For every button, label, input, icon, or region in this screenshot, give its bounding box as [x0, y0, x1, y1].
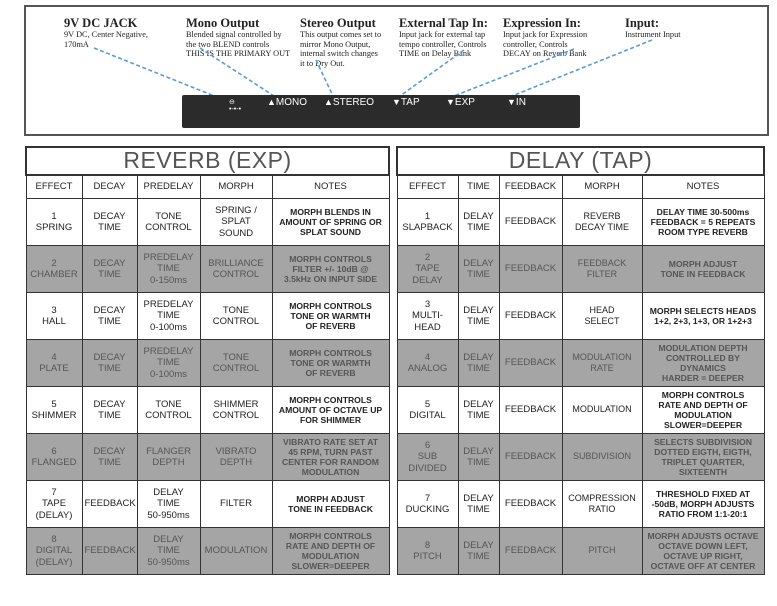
effect-cell: 1 SLAPBACK [397, 199, 458, 246]
table-cell: REVERB DECAY TIME [562, 199, 642, 246]
table-cell: TONE CONTROL [200, 340, 272, 387]
column-header: EFFECT [26, 175, 82, 199]
table-cell: DELAY TIME [458, 246, 499, 293]
table-cell: FILTER [200, 481, 272, 528]
table-cell: MODULATION [562, 387, 642, 434]
table-row [397, 387, 764, 434]
label-title: Expression In: [503, 16, 581, 30]
table-cell: MORPH CONTROLS AMOUNT OF OCTAVE UP FOR SHIMMER [272, 387, 389, 434]
label-desc: This output comes set to mirror Mono Output, internal switch changes it to Dry Out. [300, 30, 382, 68]
table-row [397, 293, 764, 340]
reverb-table [25, 146, 390, 575]
jack-exp [446, 97, 475, 108]
effect-cell: 6 FLANGED [26, 434, 82, 481]
table-cell: DECAY TIME [82, 340, 137, 387]
table-cell: FEEDBACK [499, 340, 562, 387]
table-cell: PREDELAY TIME 0-100ms [137, 340, 200, 387]
label-title: 9V DC JACK [64, 16, 138, 30]
table-row [397, 246, 764, 293]
column-header: TIME [458, 175, 499, 199]
table-cell: FEEDBACK [82, 481, 137, 528]
table-cell: MORPH ADJUST TONE IN FEEDBACK [272, 481, 389, 528]
effect-cell: 3 MULTI- HEAD [397, 293, 458, 340]
table-cell: MORPH CONTROLS FILTER +/- 10dB @ 3.5kHz ON INPUT SIDE [272, 246, 389, 293]
table-cell: SPRING / SPLAT SOUND [200, 199, 272, 246]
delay-table [396, 146, 765, 575]
table-cell: MORPH ADJUST TONE IN FEEDBACK [642, 246, 764, 293]
table-cell: PREDELAY TIME 0-150ms [137, 246, 200, 293]
table-cell: COMPRESSION RATIO [562, 481, 642, 528]
reverb-header-row [26, 175, 389, 199]
jack-label: MONO [275, 97, 308, 108]
table-cell: DELAY TIME [458, 387, 499, 434]
table-cell: DELAY TIME 50-950ms [137, 481, 200, 528]
table-cell: DELAY TIME [458, 340, 499, 387]
table-cell: DECAY TIME [82, 199, 137, 246]
jack-label: EXP [454, 97, 475, 108]
callout-line-in [512, 40, 652, 96]
callout-line-stereo [316, 60, 333, 96]
table-cell: DELAY TIME [458, 481, 499, 528]
table-cell: DELAY TIME [458, 434, 499, 481]
table-cell: MORPH CONTROLS RATE AND DEPTH OF MODULATION SLOWER=DEEPER [272, 528, 389, 575]
table-cell: DELAY TIME [458, 199, 499, 246]
label-title: Mono Output [186, 16, 260, 30]
table-cell: DELAY TIME 50-950ms [137, 528, 200, 575]
jack-mono [267, 97, 307, 108]
table-cell: BRILLIANCE CONTROL [200, 246, 272, 293]
table-cell: MODULATION [200, 528, 272, 575]
effect-cell: 4 ANALOG [397, 340, 458, 387]
table-row [26, 199, 389, 246]
reverb-title: REVERB (EXP) [26, 147, 389, 175]
table-cell: DECAY TIME [82, 293, 137, 340]
effect-cell: 4 PLATE [26, 340, 82, 387]
column-header: MORPH [200, 175, 272, 199]
callout-line-tap [400, 50, 464, 96]
table-cell: FEEDBACK [499, 481, 562, 528]
table-row [397, 528, 764, 575]
column-header: PREDELAY [137, 175, 200, 199]
table-cell: DECAY TIME [82, 387, 137, 434]
table-row [397, 481, 764, 528]
table-cell: FEEDBACK FILTER [562, 246, 642, 293]
table-cell: SELECTS SUBDIVISION DOTTED EIGTH, EIGTH, TRIPLET QUARTER, SIXTEENTH [642, 434, 764, 481]
effect-cell: 5 SHIMMER [26, 387, 82, 434]
arrow-up-icon: ▲ [267, 97, 276, 107]
table-cell: VIBRATO DEPTH [200, 434, 272, 481]
table-cell: MORPH BLENDS IN AMOUNT OF SPRING OR SPLAT SOUND [272, 199, 389, 246]
column-header: FEEDBACK [499, 175, 562, 199]
jack-label: IN [515, 97, 526, 108]
table-cell: MORPH CONTROLS TONE OR WARMTH OF REVERB [272, 293, 389, 340]
table-cell: DECAY TIME [82, 434, 137, 481]
table-cell: FEEDBACK [499, 246, 562, 293]
table-row [26, 434, 389, 481]
table-cell: TONE CONTROL [137, 199, 200, 246]
table-row [26, 246, 389, 293]
table-row [397, 340, 764, 387]
callout-line-exp [454, 49, 574, 96]
effect-cell: 8 PITCH [397, 528, 458, 575]
table-cell: FLANGER DEPTH [137, 434, 200, 481]
table-cell: MORPH CONTROLS TONE OR WARMTH OF REVERB [272, 340, 389, 387]
table-cell: VIBRATO RATE SET AT 45 RPM, TURN PAST CENTER FOR RANDOM MODULATION [272, 434, 389, 481]
table-cell: MORPH CONTROLS RATE AND DEPTH OF MODULATION SLOWER=DEEPER [642, 387, 764, 434]
delay-header-row [397, 175, 764, 199]
table-cell: DELAY TIME [458, 528, 499, 575]
table-cell: FEEDBACK [499, 528, 562, 575]
table-row [26, 481, 389, 528]
arrow-down-icon: ▼ [507, 97, 516, 107]
label-title: Input: [625, 16, 660, 30]
column-header: NOTES [272, 175, 389, 199]
table-cell: MODULATION DEPTH CONTROLLED BY DYNAMICS HARDER = DEEPER [642, 340, 764, 387]
label-desc: Blended signal controlled by the two BLEND controls THIS IS THE PRIMARY OUT [186, 30, 291, 59]
table-cell: MODULATION RATE [562, 340, 642, 387]
label-title: External Tap In: [399, 16, 488, 30]
label-desc: Instrument Input [625, 30, 681, 39]
effect-cell: 6 SUB DIVIDED [397, 434, 458, 481]
table-cell: FEEDBACK [499, 293, 562, 340]
effect-cell: 1 SPRING [26, 199, 82, 246]
jack-label: STEREO [332, 97, 375, 108]
table-cell: DECAY TIME [82, 246, 137, 293]
label-desc: 9V DC, Center Negative, 170mA [64, 30, 148, 49]
table-cell: MORPH ADJUSTS OCTAVE OCTAVE DOWN LEFT, OCTAVE UP RIGHT, OCTAVE OFF AT CENTER [642, 528, 764, 575]
table-cell: THRESHOLD FIXED AT -50dB, MORPH ADJUSTS RATIO FROM 1:1-20:1 [642, 481, 764, 528]
arrow-up-icon: ▲ [324, 97, 333, 107]
table-row [26, 340, 389, 387]
column-header: MORPH [562, 175, 642, 199]
effect-cell: 3 HALL [26, 293, 82, 340]
column-header: DECAY [82, 175, 137, 199]
column-header: NOTES [642, 175, 764, 199]
table-cell: HEAD SELECT [562, 293, 642, 340]
callout-line-mono [200, 48, 274, 96]
jack-in [507, 97, 526, 108]
table-cell: DELAY TIME [458, 293, 499, 340]
arrow-down-icon: ▼ [392, 97, 401, 107]
table-cell: DELAY TIME 30-500ms FEEDBACK = 5 REPEATS ROOM TYPE REVERB [642, 199, 764, 246]
table-cell: MORPH SELECTS HEADS 1+2, 2+3, 1+3, OR 1+2+3 [642, 293, 764, 340]
table-cell: PITCH [562, 528, 642, 575]
effect-cell: 8 DIGITAL (DELAY) [26, 528, 82, 575]
effect-cell: 7 TAPE (DELAY) [26, 481, 82, 528]
table-cell: FEEDBACK [499, 199, 562, 246]
table-row [26, 293, 389, 340]
table-row [26, 387, 389, 434]
jack-label: TAP [400, 97, 420, 108]
jack-tap [392, 97, 420, 108]
effect-cell: 7 DUCKING [397, 481, 458, 528]
table-cell: FEEDBACK [499, 434, 562, 481]
table-cell: SHIMMER CONTROL [200, 387, 272, 434]
effect-cell: 2 TAPE DELAY [397, 246, 458, 293]
effect-cell: 2 CHAMBER [26, 246, 82, 293]
column-header: EFFECT [397, 175, 458, 199]
table-cell: FEEDBACK [82, 528, 137, 575]
label-title: Stereo Output [300, 16, 376, 30]
table-cell: TONE CONTROL [200, 293, 272, 340]
table-cell: TONE CONTROL [137, 387, 200, 434]
delay-title: DELAY (TAP) [397, 147, 764, 175]
jack-stereo [324, 97, 374, 108]
label-desc: Input jack for external tap tempo controller, Controls TIME on Delay Bank [399, 30, 487, 59]
label-desc: Input jack for Expression controller, Controls DECAY on Reverb Bank [503, 30, 588, 59]
table-row [26, 528, 389, 575]
effect-cell: 5 DIGITAL [397, 387, 458, 434]
table-row [397, 434, 764, 481]
table-row [397, 199, 764, 246]
arrow-down-icon: ▼ [446, 97, 455, 107]
power-jack-icon: ⊖ •-•-• [229, 99, 242, 113]
table-cell: PREDELAY TIME 0-100ms [137, 293, 200, 340]
table-cell: SUBDIVISION [562, 434, 642, 481]
table-cell: FEEDBACK [499, 387, 562, 434]
